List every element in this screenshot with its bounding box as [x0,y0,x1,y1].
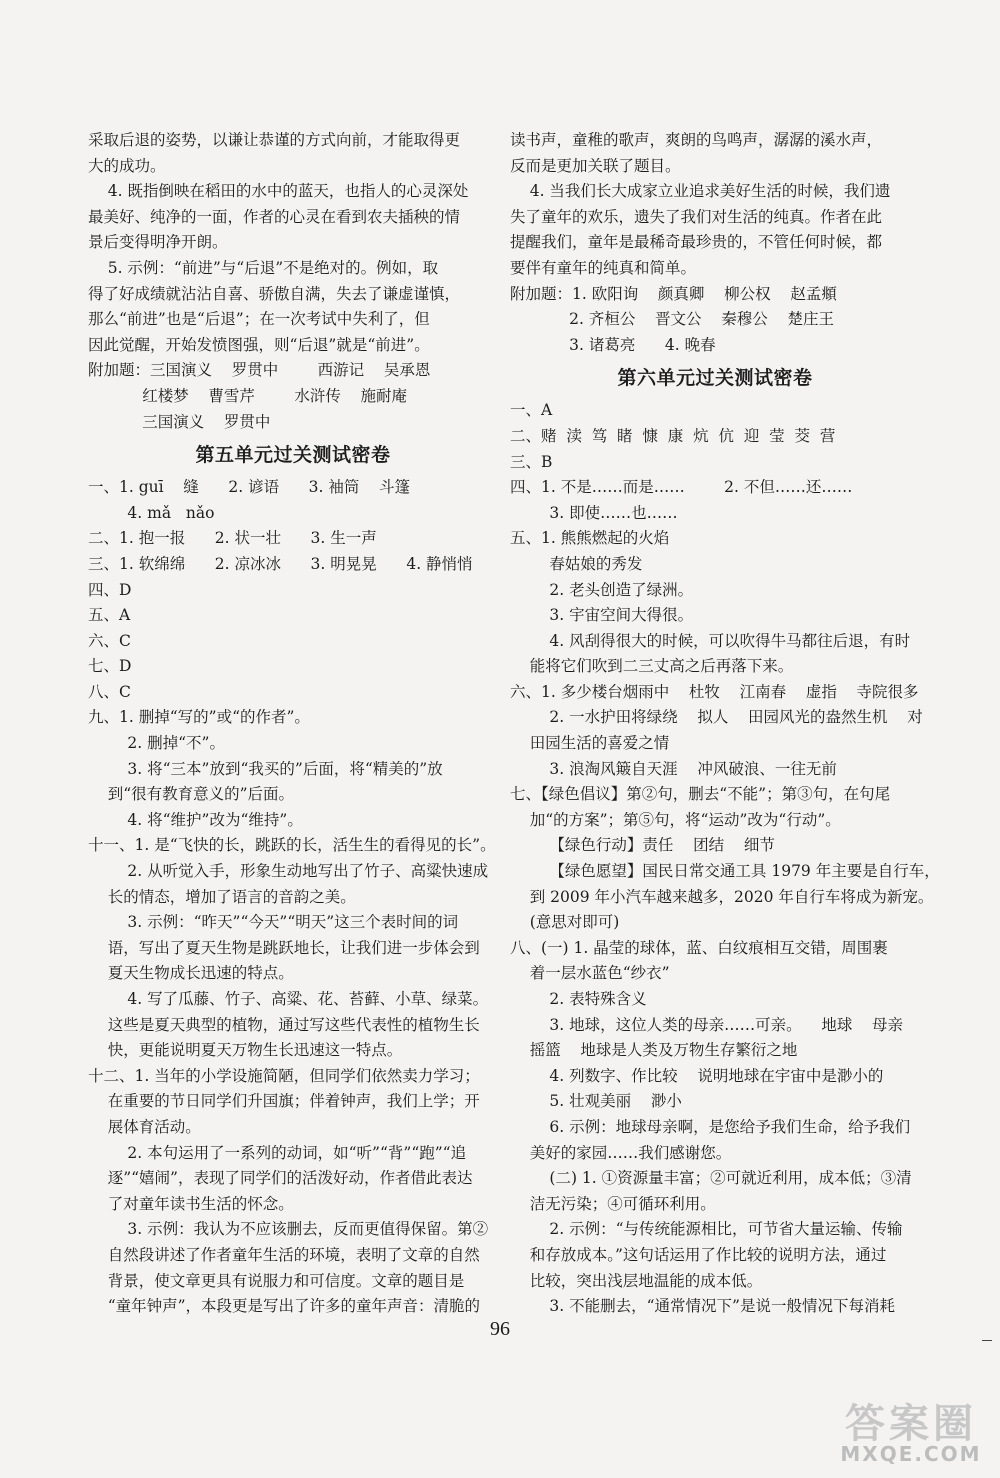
text-line: 5. 示例：“前进”与“后退”不是绝对的。例如，取 [88,258,439,277]
right-column [510,128,940,1320]
watermark-text-top: 答案圈 [845,1401,977,1447]
text-line: 和存放成本。”这句话运用了作比较的说明方法，通过 [510,1245,887,1264]
text-line: 加“的方案”；第⑤句，将“运动”改为“行动”。 [510,810,841,829]
text-line: 2. 齐桓公 晋文公 秦穆公 楚庄王 [510,310,834,329]
text-line: 提醒我们，童年是最稀奇最珍贵的，不管任何时候，都 [510,233,883,252]
text-line: 5. 壮观美丽 渺小 [510,1092,682,1111]
text-line: 附加题：1. 欧阳询 颜真卿 柳公权 赵孟頫 [510,284,837,303]
text-line: 到 2009 年小汽车越来越多，2020 年自行车将成为新宠。 [510,887,934,906]
text-line: 七、【绿色倡议】第②句，删去“不能”；第③句，在句尾 [510,785,891,804]
text-line: 最美好、纯净的一面，作者的心灵在看到农夫插秧的情 [88,207,461,226]
text-line: 红楼梦 曹雪芹 水浒传 施耐庵 [88,386,408,405]
text-line: 到“很有教育意义的”后面。 [88,785,295,804]
text-line: (二) 1. ①资源量丰富；②可就近利用，成本低；③清 [510,1169,912,1188]
text-line: 三、1. 软绵绵 2. 凉冰冰 3. 明晃晃 4. 静悄悄 [88,554,473,573]
corner-mark [982,1340,992,1341]
watermark-logo [836,1392,986,1472]
text-line: 一、A [510,401,553,420]
text-line: 3. 宇宙空间大得很。 [510,606,694,625]
text-line: 九、1. 删掉“写的”或“的作者”。 [88,708,310,727]
text-line: 十二、1. 当年的小学设施简陋，但同学们依然卖力学习； [88,1066,480,1085]
text-line: 这些是夏天典型的植物，通过写这些代表性的植物生长 [88,1015,480,1034]
text-line: 背景，使文章更具有说服力和可信度。文章的题目是 [88,1271,465,1290]
text-line: 【绿色行动】责任 团结 细节 [510,836,775,855]
text-line: 【绿色愿望】国民日常交通工具 1979 年主要是自行车， [510,862,940,881]
text-line: 五、A [88,606,131,625]
text-line: 田园生活的喜爱之情 [510,734,670,753]
text-line: 3. 示例：我认为不应该删去，反而更值得保留。第② [88,1220,489,1239]
text-line: 2. 本句运用了一系列的动词，如“听”“背”“跑”“追 [88,1143,467,1162]
text-line: 比较，突出浅层地温能的成本低。 [510,1271,763,1290]
text-line: 2. 删掉“不”。 [88,734,225,753]
text-line: 3. 不能删去，“通常情况下”是说一般情况下每消耗 [510,1297,895,1316]
text-line: 采取后退的姿势，以谦让恭谨的方式向前，才能取得更 [88,131,461,149]
text-line: 2. 表特殊含义 [510,990,647,1008]
text-line: 4. 当我们长大成家立业追求美好生活的时候，我们遗 [510,182,891,201]
text-line: 景后变得明净开朗。 [88,233,228,252]
text-line: 2. 老头创造了绿洲。 [510,580,694,599]
text-line: 3. 地球，这位人类的母亲……可亲。 地球 母亲 [510,1015,904,1034]
text-line: “童年钟声”，本段更是写出了许多的童年声音：清脆的 [88,1297,481,1316]
text-line: 因此觉醒，开始发愤图强，则“后退”就是“前进”。 [88,335,430,354]
text-line: 语，写出了夏天生物是跳跃地长，让我们进一步体会到 [88,938,480,957]
text-line: 失了童年的欢乐，遗失了我们对生活的纯真。作者在此 [510,207,883,226]
text-line: 二、1. 抱一报 2. 状一壮 3. 生一声 [88,529,377,548]
text-line: 2. 示例：“与传统能源相比，可节省大量运输、传输 [510,1220,903,1239]
text-line: 大的成功。 [88,156,166,175]
text-line: 着一层水蓝色“纱衣” [510,964,670,983]
text-line: 八、C [88,682,131,701]
text-line: 3. 即使……也…… [510,503,678,522]
text-line: 能将它们吹到二三丈高之后再落下来。 [510,657,794,676]
text-line: 二、赌 渎 笃 睹 慷 康 炕 伉 迎 莹 茭 营 [510,426,836,445]
text-line: 三国演义 罗贯中 [88,412,271,431]
text-line: 快，更能说明夏天万物生长迅速这一特点。 [88,1041,403,1060]
text-line: 逐”“嬉闹”，表现了同学们的活泼好动，作者借此表达 [88,1169,473,1188]
text-line: 2. 一水护田将绿绕 拟人 田园风光的盎然生机 对 [510,708,923,727]
text-line: 夏天生物成长迅速的特点。 [88,964,294,983]
text-line: 自然段讲述了作者童年生活的环境，表明了文章的自然 [88,1245,480,1264]
text-line: 3. 将“三本”放到“我买的”后面，将“精美的”放 [88,759,443,778]
text-line: 三、B [510,452,553,471]
section-heading: 第六单元过关测试密卷 [617,367,813,390]
text-line: 六、C [88,631,131,650]
text-line: 长的情态，增加了语言的音韵之美。 [88,887,356,906]
text-line: 六、1. 多少楼台烟雨中 杜牧 江南春 虚指 寺院很多 [510,682,919,701]
text-line: 了对童年读书生活的怀念。 [88,1194,294,1213]
text-line: 反而是更加关联了题目。 [510,156,681,175]
text-line: 八、(一) 1. 晶莹的球体，蓝、白纹痕相互交错，周围裹 [510,938,888,957]
text-line: 四、D [88,580,132,599]
text-line: 那么“前进”也是“后退”；在一次考试中失利了，但 [88,310,430,329]
left-column [88,128,498,1320]
text-line: 6. 示例：地球母亲啊，是您给予我们生命，给予我们 [510,1117,911,1136]
text-line: 2. 从听觉入手，形象生动地写出了竹子、高粱快速成 [88,862,489,881]
text-line: 附加题：三国演义 罗贯中 西游记 吴承恩 [88,361,431,380]
text-line: 3. 示例：“昨天”“今天”“明天”这三个表时间的词 [88,913,459,932]
section-heading: 第五单元过关测试密卷 [195,444,391,467]
text-line: 春姑娘的秀发 [510,554,643,573]
text-line: 七、D [88,657,132,676]
text-line: 4. 写了瓜藤、竹子、高粱、花、苔藓、小草、绿菜。 [88,990,489,1008]
text-line: 美好的家园……我们感谢您。 [510,1143,732,1162]
text-line: 在重要的节日同学们升国旗；伴着钟声，我们上学；开 [88,1092,480,1111]
text-line: 4. 列数字、作比较 说明地球在宇宙中是渺小的 [510,1066,884,1085]
text-line: 4. 风刮得很大的时候，可以吹得牛马都往后退，有时 [510,631,911,650]
text-line: 4. mǎ nǎo [88,503,215,522]
text-line: 一、1. guī 缝 2. 谚语 3. 袖筒 斗篷 [88,478,411,497]
text-line: 4. 将“维护”改为“维持”。 [88,810,303,829]
text-line: (意思对即可) [510,913,620,932]
text-line: 展体育活动。 [88,1117,201,1136]
text-line: 洁无污染；④可循环利用。 [510,1194,716,1213]
text-line: 3. 诸葛亮 4. 晚春 [510,335,716,354]
watermark-text-bottom: MXQE.COM [840,1442,982,1466]
text-line: 五、1. 熊熊燃起的火焰 [510,529,670,548]
text-line: 四、1. 不是……而是…… 2. 不但……还…… [510,478,853,497]
page-number: 96 [490,1318,510,1340]
text-line: 要伴有童年的纯真和简单。 [510,258,697,277]
text-line: 十一、1. 是“飞快的长，跳跃的长，活生生的看得见的长”。 [88,836,496,855]
text-line: 3. 浪淘风簸自天涯 冲风破浪、一往无前 [510,759,837,778]
text-line: 读书声，童稚的歌声，爽朗的鸟鸣声，潺潺的溪水声， [510,131,883,149]
text-line: 4. 既指倒映在稻田的水中的蓝天，也指人的心灵深处 [88,182,469,201]
text-line: 摇篮 地球是人类及万物生存繁衍之地 [510,1041,798,1060]
text-line: 得了好成绩就沾沾自喜、骄傲自满，失去了谦虚谨慎， [88,284,461,303]
